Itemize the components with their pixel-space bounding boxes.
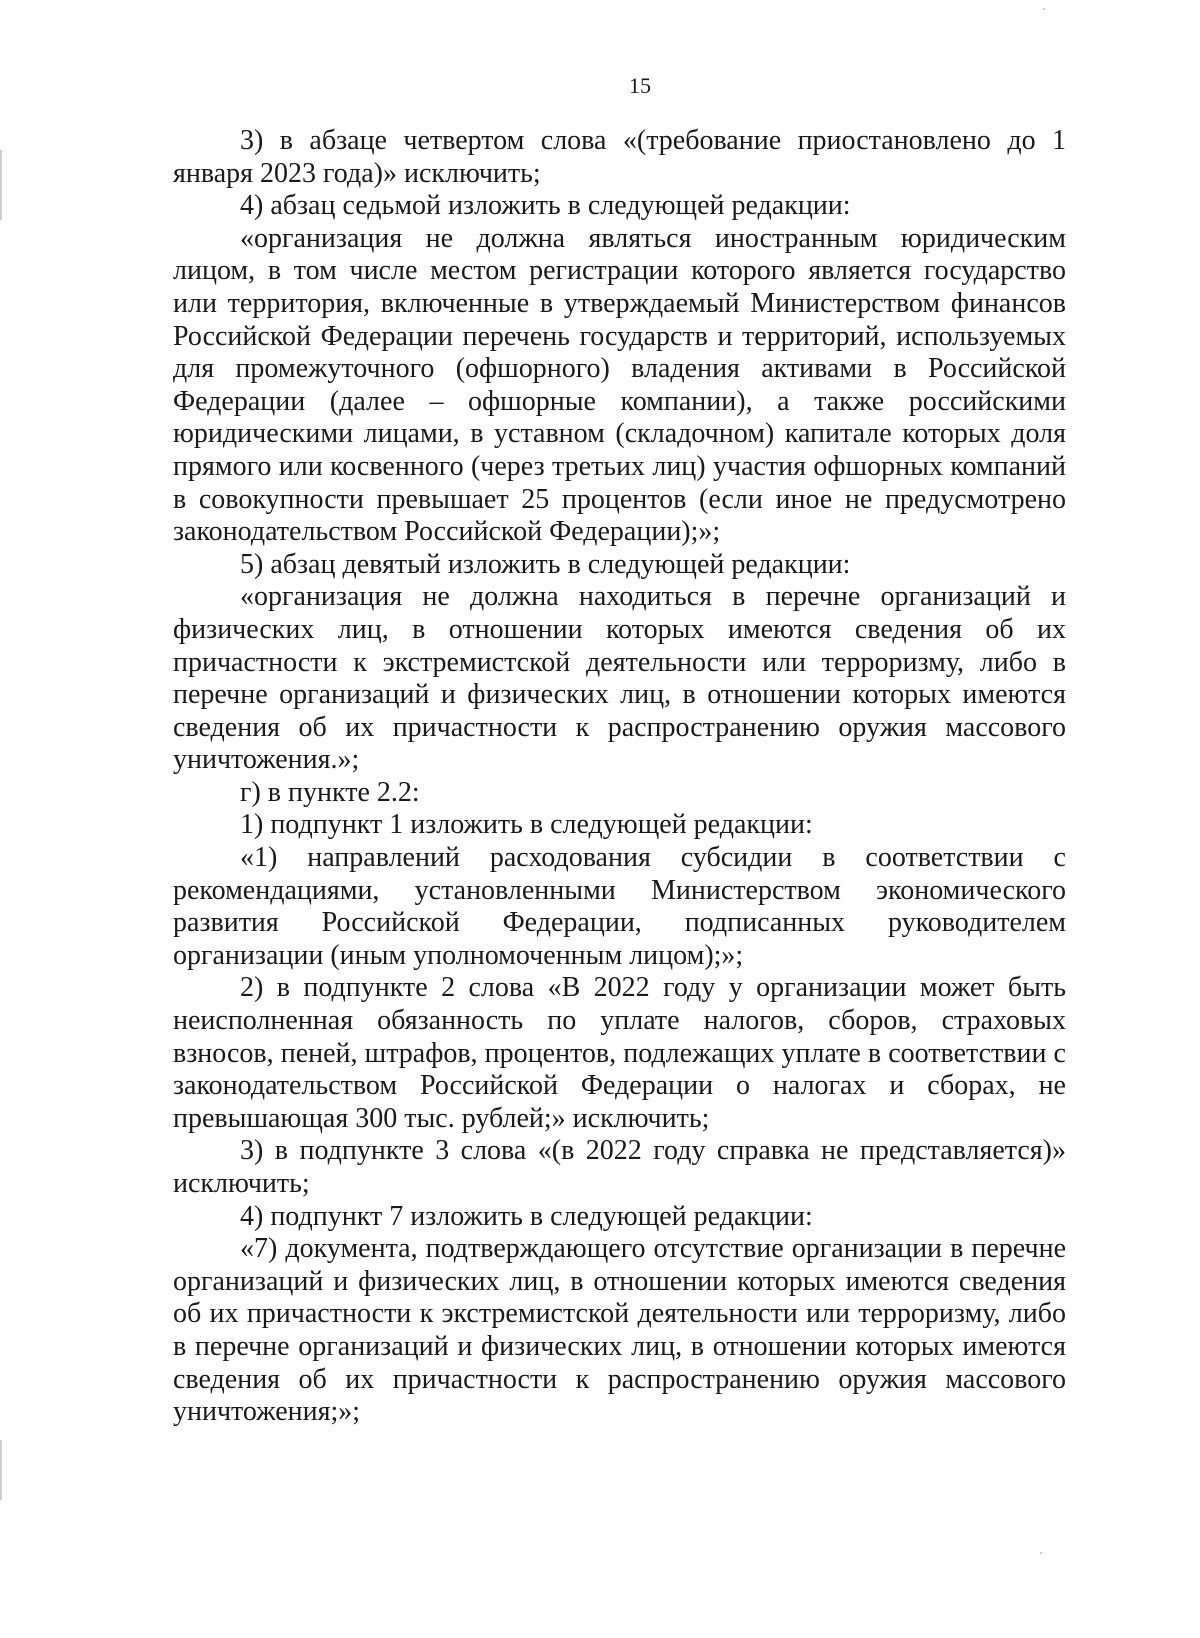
scan-edge-mark-left [0, 150, 2, 220]
document-body [173, 125, 1066, 1429]
paragraph-item-4-abzac-sedmoi: 4) абзац седьмой изложить в следующей редакции: [240, 190, 851, 222]
scan-dust-speck-bottom [1040, 1552, 1042, 1554]
paragraph-quote-offshore-requirement: «организация не должна являться иностранным юридическим лицом, в том числе местом регистрации которого является государство или территория, включенные в утверждаемый Министерством финансов Российской Федерации перечень государств и территорий, используемых для промежуточного (офшорного) владения активами в Российской Федерации (далее – офшорные компании), а также российскими юридическими лицами, в уставном (складочном) капитале которых доля прямого или косвенного (через третьих лиц) участия офшорных компаний в совокупности превышает 25 процентов (если иное не предусмотрено законодательством Российской Федерации);»; [173, 222, 1066, 548]
paragraph-subpoint-1: 1) подпункт 1 изложить в следующей редакции: [240, 809, 813, 841]
paragraph-subpoint-7: 4) подпункт 7 изложить в следующей редакции: [240, 1200, 813, 1232]
paragraph-quote-subpoint-7: «7) документа, подтверждающего отсутствие организации в перечне организаций и физических лиц, в отношении которых имеются сведения об их причастности к экстремистской деятельности или терроризму, либо в перечне организаций и физических лиц, в отношении которых имеются сведения об их причастности к распространению оружия массового уничтожения;»; [173, 1233, 1066, 1428]
paragraph-subpoint-2-tax-debt: 2) в подпункте 2 слова «В 2022 году у организации может быть неисполненная обязанность по уплате налогов, сборов, страховых взносов, пеней, штрафов, процентов, подлежащих уплате в соответствии с законодательством Российской Федерации о налогах и сборах, не превышающая 300 тыс. рублей;» исключить; [173, 972, 1066, 1134]
paragraph-item-5-abzac-devyatyi: 5) абзац девятый изложить в следующей редакции: [240, 548, 851, 580]
paragraph-point-g-2-2: г) в пункте 2.2: [240, 776, 420, 808]
paragraph-quote-subpoint-1: «1) направлений расходования субсидии в соответствии с рекомендациями, установленными Министерством экономического развития Российской Федерации, подписанных руководителем организации (иным уполномоченным лицом);»; [173, 842, 1066, 971]
scan-dust-speck-top [1043, 8, 1045, 10]
paragraph-item-3-abzac-chetvertyi: 3) в абзаце четвертом слова «(требование приостановлено до 1 января 2023 года)» исключить; [173, 125, 1066, 189]
page-number: 15 [629, 73, 651, 98]
paragraph-quote-extremism-list: «организация не должна находиться в перечне организаций и физических лиц, в отношении которых имеются сведения об их причастности к экстремистской деятельности или терроризму, либо в перечне организаций и физических лиц, в отношении которых имеются сведения об их причастности к распространению оружия массового уничтожения.»; [173, 581, 1066, 776]
paragraph-subpoint-3-certificate: 3) в подпункте 3 слова «(в 2022 году справка не представляется)» исключить; [173, 1135, 1066, 1199]
scan-edge-mark-left-lower [0, 1440, 2, 1500]
